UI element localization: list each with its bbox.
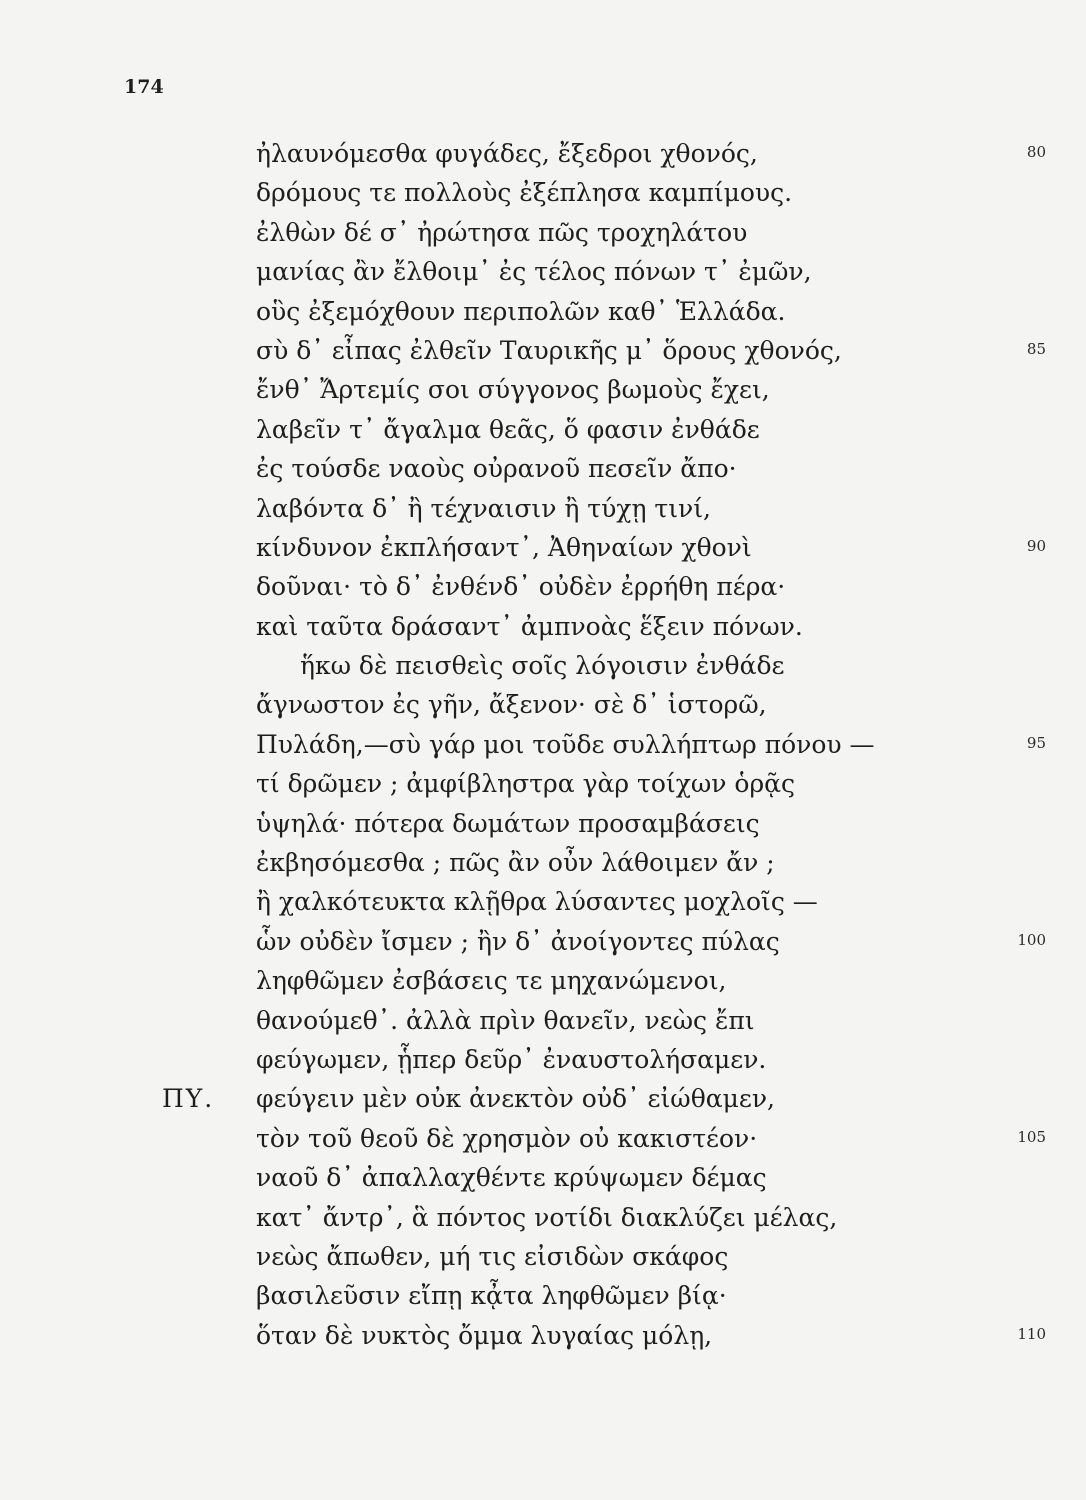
verse-line bbox=[0, 689, 1086, 728]
verse-line-text: ἐλθὼν δέ σ᾽ ἠρώτησα πῶς τροχηλάτου bbox=[256, 217, 748, 247]
verse-line-text: οὓς ἐξεμόχθουν περιπολῶν καθ᾽ Ἑλλάδα. bbox=[256, 296, 786, 326]
verse-line bbox=[0, 414, 1086, 453]
verse-line-text: ἥκω δὲ πεισθεὶς σοῖς λόγοισιν ἐνθάδε bbox=[300, 651, 785, 681]
verse-line-text: κίνδυνον ἐκπλήσαντ᾽, Ἀθηναίων χθονὶ bbox=[256, 532, 752, 562]
verse-line bbox=[0, 1005, 1086, 1044]
verse-line-text: ἄγνωστον ἐς γῆν, ἄξενον· σὲ δ᾽ ἱστορῶ, bbox=[256, 690, 767, 720]
verse-line bbox=[0, 138, 1086, 177]
verse-line-text: φεύγειν μὲν οὐκ ἀνεκτὸν οὐδ᾽ εἰώθαμεν, bbox=[256, 1084, 775, 1114]
line-number: 90 bbox=[1026, 536, 1046, 555]
line-number: 105 bbox=[1017, 1127, 1046, 1146]
line-number: 110 bbox=[1017, 1324, 1046, 1343]
verse-line bbox=[0, 453, 1086, 492]
verse-line bbox=[0, 611, 1086, 650]
verse-line-text: ὅταν δὲ νυκτὸς ὄμμα λυγαίας μόλῃ, bbox=[256, 1320, 713, 1350]
verse-line-text: ληφθῶμεν ἐσβάσεις τε μηχανώμενοι, bbox=[256, 966, 727, 996]
verse-line-text: ἐς τούσδε ναοὺς οὐρανοῦ πεσεῖν ἄπο· bbox=[256, 454, 737, 484]
verse-line-text: κατ᾽ ἄντρ᾽, ἃ πόντος νοτίδι διακλύζει μέλας, bbox=[256, 1202, 838, 1232]
verse-line-text: τί δρῶμεν ; ἀμφίβληστρα γὰρ τοίχων ὁρᾷς bbox=[256, 769, 796, 799]
verse-line bbox=[0, 217, 1086, 256]
verse-line-text: τὸν τοῦ θεοῦ δὲ χρησμὸν οὐ κακιστέον· bbox=[256, 1123, 758, 1153]
verse-line-text: ναοῦ δ᾽ ἀπαλλαχθέντε κρύψωμεν δέμας bbox=[256, 1163, 767, 1193]
verse-text-block bbox=[0, 138, 1086, 1359]
verse-line bbox=[0, 571, 1086, 610]
verse-line-text: νεὼς ἄπωθεν, μή τις εἰσιδὼν σκάφος bbox=[256, 1241, 729, 1271]
verse-line bbox=[0, 808, 1086, 847]
verse-line-text: θανούμεθ᾽. ἀλλὰ πρὶν θανεῖν, νεὼς ἔπι bbox=[256, 1005, 755, 1035]
verse-line bbox=[0, 926, 1086, 965]
verse-line-text: φεύγωμεν, ᾗπερ δεῦρ᾽ ἐναυστολήσαμεν. bbox=[256, 1044, 767, 1074]
verse-line-text: δοῦναι· τὸ δ᾽ ἐνθένδ᾽ οὐδὲν ἐρρήθη πέρα· bbox=[256, 572, 786, 602]
verse-line-text: δρόμους τε πολλοὺς ἐξέπλησα καμπίμους. bbox=[256, 178, 793, 208]
verse-line-text: λαβόντα δ᾽ ἢ τέχναισιν ἢ τύχῃ τινί, bbox=[256, 493, 711, 523]
page-number: 174 bbox=[124, 76, 164, 98]
verse-line bbox=[0, 847, 1086, 886]
verse-line bbox=[0, 1241, 1086, 1280]
verse-line bbox=[0, 532, 1086, 571]
verse-line bbox=[0, 256, 1086, 295]
verse-line-text: ἢ χαλκότευκτα κλῇθρα λύσαντες μοχλοῖς — bbox=[256, 887, 818, 917]
verse-line bbox=[0, 886, 1086, 925]
verse-line-text: ὧν οὐδὲν ἴσμεν ; ἢν δ᾽ ἀνοίγοντες πύλας bbox=[256, 926, 780, 956]
verse-line bbox=[0, 1083, 1086, 1122]
line-number: 95 bbox=[1026, 733, 1046, 752]
line-number: 80 bbox=[1026, 143, 1046, 161]
verse-line bbox=[0, 1320, 1086, 1359]
verse-line bbox=[0, 493, 1086, 532]
verse-line-text: Πυλάδη,—σὺ γάρ μοι τοῦδε συλλήπτωρ πόνου — bbox=[256, 729, 875, 759]
verse-line bbox=[0, 296, 1086, 335]
verse-line-text: ἐκβησόμεσθα ; πῶς ἂν οὖν λάθοιμεν ἄν ; bbox=[256, 848, 775, 878]
line-number: 85 bbox=[1026, 339, 1046, 358]
verse-line-text: μανίας ἂν ἔλθοιμ᾽ ἐς τέλος πόνων τ᾽ ἐμῶν, bbox=[256, 257, 812, 287]
verse-line bbox=[0, 374, 1086, 413]
verse-line-text: ὑψηλά· πότερα δωμάτων προσαμβάσεις bbox=[256, 808, 760, 838]
verse-line-text: ἠλαυνόμεσθα φυγάδες, ἔξεδροι χθονός, bbox=[256, 139, 758, 168]
verse-line-text: λαβεῖν τ᾽ ἄγαλμα θεᾶς, ὅ φασιν ἐνθάδε bbox=[256, 414, 760, 444]
verse-line bbox=[0, 1044, 1086, 1083]
verse-line-text: βασιλεῦσιν εἴπῃ κᾆτα ληφθῶμεν βίᾳ· bbox=[256, 1281, 727, 1311]
verse-line bbox=[0, 1123, 1086, 1162]
verse-line bbox=[0, 650, 1086, 689]
verse-line-text: σὺ δ᾽ εἶπας ἐλθεῖν Ταυρικῆς μ᾽ ὅρους χθονός, bbox=[256, 335, 842, 365]
verse-line bbox=[0, 965, 1086, 1004]
verse-line bbox=[0, 1280, 1086, 1319]
verse-line bbox=[0, 177, 1086, 216]
verse-line-text: ἔνθ᾽ Ἄρτεμίς σοι σύγγονος βωμοὺς ἔχει, bbox=[256, 375, 770, 405]
speaker-label: ΠΥ. bbox=[162, 1084, 215, 1114]
verse-line bbox=[0, 1202, 1086, 1241]
verse-line bbox=[0, 1162, 1086, 1201]
verse-line bbox=[0, 729, 1086, 768]
line-number: 100 bbox=[1017, 930, 1046, 949]
verse-line-text: καὶ ταῦτα δράσαντ᾽ ἀμπνοὰς ἕξειν πόνων. bbox=[256, 611, 803, 641]
verse-line bbox=[0, 768, 1086, 807]
verse-line bbox=[0, 335, 1086, 374]
